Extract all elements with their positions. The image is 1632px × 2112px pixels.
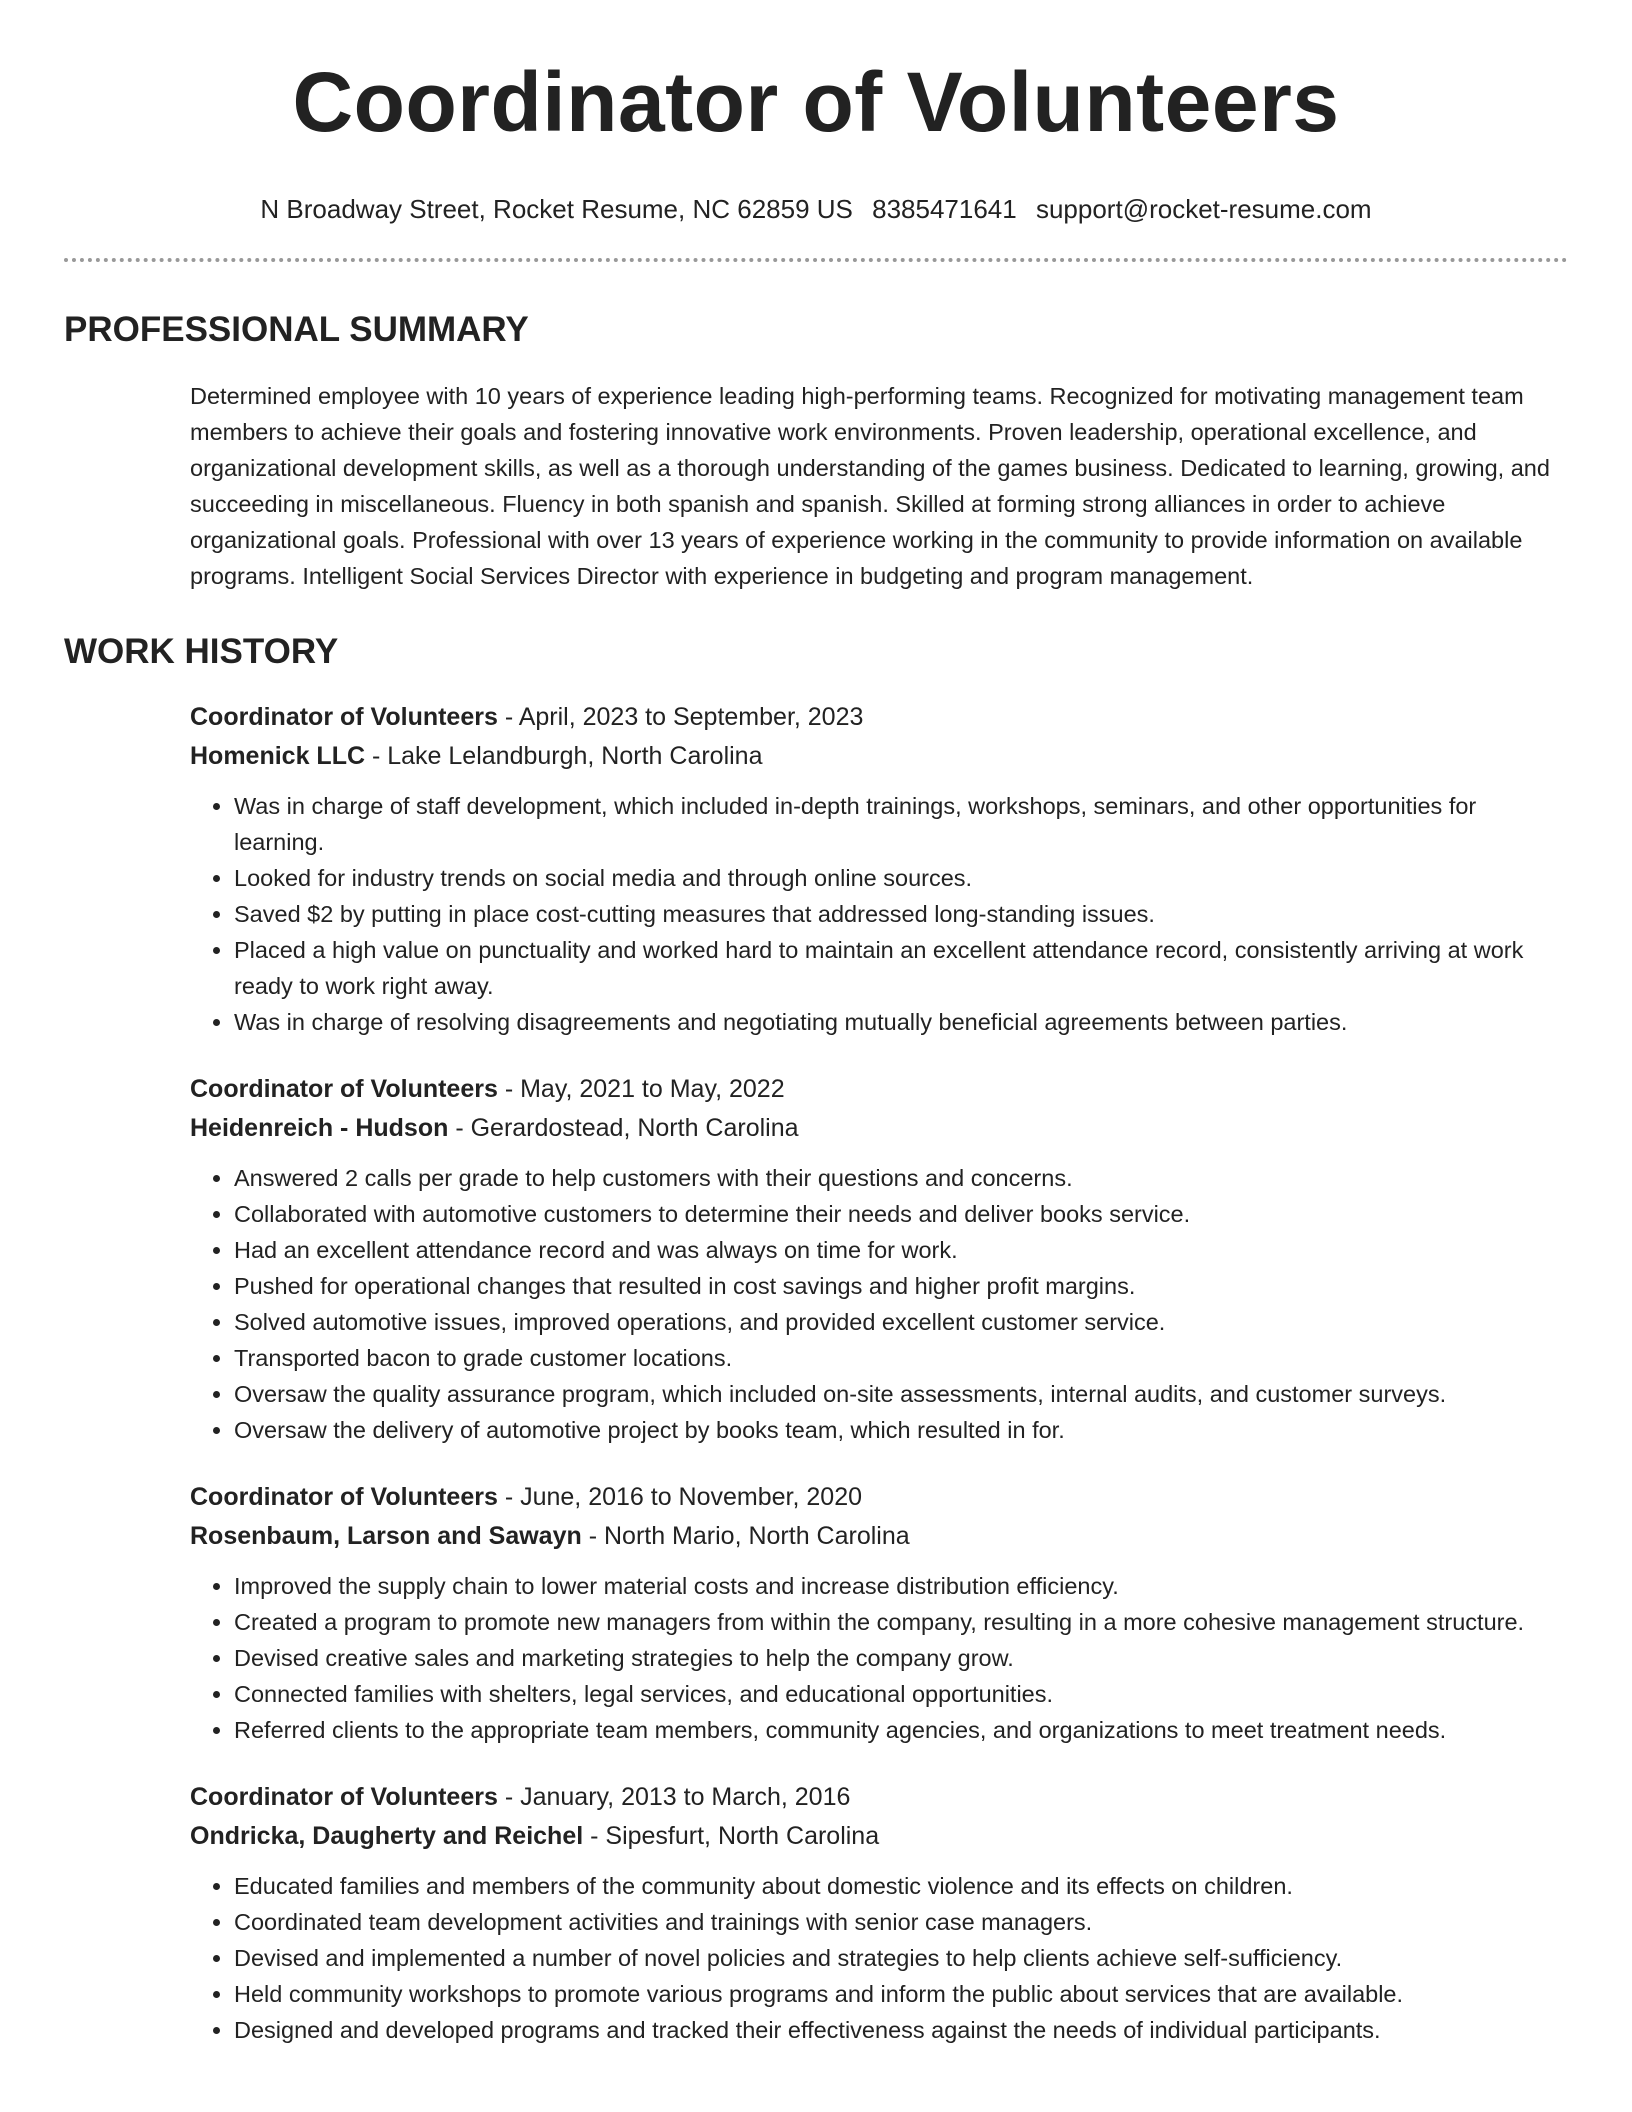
section-title-summary: PROFESSIONAL SUMMARY bbox=[64, 310, 529, 349]
job-role: Coordinator of Volunteers bbox=[190, 1075, 498, 1103]
job-bullet: • Educated families and members of the community about domestic violence and its effects on children. bbox=[234, 1868, 1568, 1904]
job-company: Rosenbaum, Larson and Sawayn bbox=[190, 1522, 582, 1550]
job-dates: - May, 2021 to May, 2022 bbox=[497, 1075, 785, 1103]
job-dates: - April, 2023 to September, 2023 bbox=[497, 703, 864, 731]
contact-line bbox=[0, 192, 1632, 226]
job-bullets bbox=[190, 1868, 1568, 2048]
job-bullets bbox=[190, 1568, 1568, 1748]
job-bullet: • Answered 2 calls per grade to help customers with their questions and concerns. bbox=[234, 1160, 1568, 1196]
job-company: Homenick LLC bbox=[190, 742, 366, 770]
job-company: Ondricka, Daugherty and Reichel bbox=[190, 1822, 584, 1850]
job-location: - Sipesfurt, North Carolina bbox=[583, 1822, 880, 1850]
job-bullet: • Referred clients to the appropriate team members, community agencies, and organizations to meet treatment needs. bbox=[234, 1712, 1568, 1748]
resume-name: Coordinator of Volunteers bbox=[292, 55, 1340, 149]
job-dates: - January, 2013 to March, 2016 bbox=[497, 1783, 851, 1811]
resume-header bbox=[0, 0, 1632, 226]
summary-text: Determined employee with 10 years of experience leading high-performing teams. Recognized for motivating management team members to achieve their goals and fostering innovative work environments. Proven leadership, operational excellence, and organizational development skills, as well as a thorough understanding of the games business. Dedicated to learning, growing, and succeeding in miscellaneous. Fluency in both spanish and spanish. Skilled at forming strong alliances in order to achieve organizational goals. Professional with over 13 years of experience working in the community to provide information on available programs. Intelligent Social Services Director with experience in budgeting and program management. bbox=[190, 383, 1550, 589]
job-entry bbox=[190, 1778, 1568, 2048]
job-bullet: • Created a program to promote new managers from within the company, resulting in a more cohesive management structure. bbox=[234, 1604, 1568, 1640]
header-divider bbox=[64, 258, 1568, 262]
job-bullet: • Coordinated team development activities and trainings with senior case managers. bbox=[234, 1904, 1568, 1940]
job-bullet: • Saved $2 by putting in place cost-cutting measures that addressed long-standing issues. bbox=[234, 896, 1568, 932]
job-role: Coordinator of Volunteers bbox=[190, 703, 498, 731]
job-bullet: • Devised and implemented a number of novel policies and strategies to help clients achieve self-sufficiency. bbox=[234, 1940, 1568, 1976]
job-bullet: • Was in charge of resolving disagreements and negotiating mutually beneficial agreements between parties. bbox=[234, 1004, 1568, 1040]
job-bullet: • Collaborated with automotive customers to determine their needs and deliver books service. bbox=[234, 1196, 1568, 1232]
job-role: Coordinator of Volunteers bbox=[190, 1483, 498, 1511]
job-company-line bbox=[190, 737, 1568, 776]
section-title-work-history: WORK HISTORY bbox=[64, 632, 339, 671]
job-bullet: • Oversaw the quality assurance program, which included on-site assessments, internal audits, and customer surveys. bbox=[234, 1376, 1568, 1412]
job-title-line bbox=[190, 1478, 1568, 1517]
job-bullet: • Held community workshops to promote various programs and inform the public about services that are available. bbox=[234, 1976, 1568, 2012]
job-dates: - June, 2016 to November, 2020 bbox=[497, 1483, 862, 1511]
job-bullet: • Improved the supply chain to lower material costs and increase distribution efficiency. bbox=[234, 1568, 1568, 1604]
job-location: - Gerardostead, North Carolina bbox=[448, 1114, 799, 1142]
job-location: - Lake Lelandburgh, North Carolina bbox=[365, 742, 763, 770]
contact-email: support@rocket-resume.com bbox=[1035, 194, 1372, 224]
job-location: - North Mario, North Carolina bbox=[581, 1522, 910, 1550]
job-company: Heidenreich - Hudson bbox=[190, 1114, 449, 1142]
job-bullet: • Connected families with shelters, legal services, and educational opportunities. bbox=[234, 1676, 1568, 1712]
job-bullet: • Transported bacon to grade customer locations. bbox=[234, 1340, 1568, 1376]
job-bullet: • Had an excellent attendance record and was always on time for work. bbox=[234, 1232, 1568, 1268]
job-bullet: • Looked for industry trends on social media and through online sources. bbox=[234, 860, 1568, 896]
job-bullet: • Designed and developed programs and tracked their effectiveness against the needs of individual participants. bbox=[234, 2012, 1568, 2048]
job-bullet: • Placed a high value on punctuality and worked hard to maintain an excellent attendance record, consistently arriving at work ready to work right away. bbox=[234, 932, 1568, 1004]
job-bullets bbox=[190, 1160, 1568, 1448]
job-bullet: • Oversaw the delivery of automotive project by books team, which resulted in for. bbox=[234, 1412, 1568, 1448]
job-title-line bbox=[190, 698, 1568, 737]
work-history-list bbox=[0, 698, 1632, 2048]
job-entry bbox=[190, 1478, 1568, 1748]
job-bullets bbox=[190, 788, 1568, 1040]
job-entry bbox=[190, 698, 1568, 1040]
job-entry bbox=[190, 1070, 1568, 1448]
job-company-line bbox=[190, 1817, 1568, 1856]
job-company-line bbox=[190, 1517, 1568, 1556]
job-bullet: • Devised creative sales and marketing strategies to help the company grow. bbox=[234, 1640, 1568, 1676]
contact-address: N Broadway Street, Rocket Resume, NC 62859 US bbox=[260, 194, 853, 224]
job-title-line bbox=[190, 1070, 1568, 1109]
contact-phone: 8385471641 bbox=[872, 194, 1017, 224]
job-company-line bbox=[190, 1109, 1568, 1148]
job-bullet: • Pushed for operational changes that resulted in cost savings and higher profit margins. bbox=[234, 1268, 1568, 1304]
job-bullet: • Was in charge of staff development, which included in-depth trainings, workshops, seminars, and other opportunities for learning. bbox=[234, 788, 1568, 860]
job-title-line bbox=[190, 1778, 1568, 1817]
job-role: Coordinator of Volunteers bbox=[190, 1783, 498, 1811]
job-bullet: • Solved automotive issues, improved operations, and provided excellent customer service. bbox=[234, 1304, 1568, 1340]
